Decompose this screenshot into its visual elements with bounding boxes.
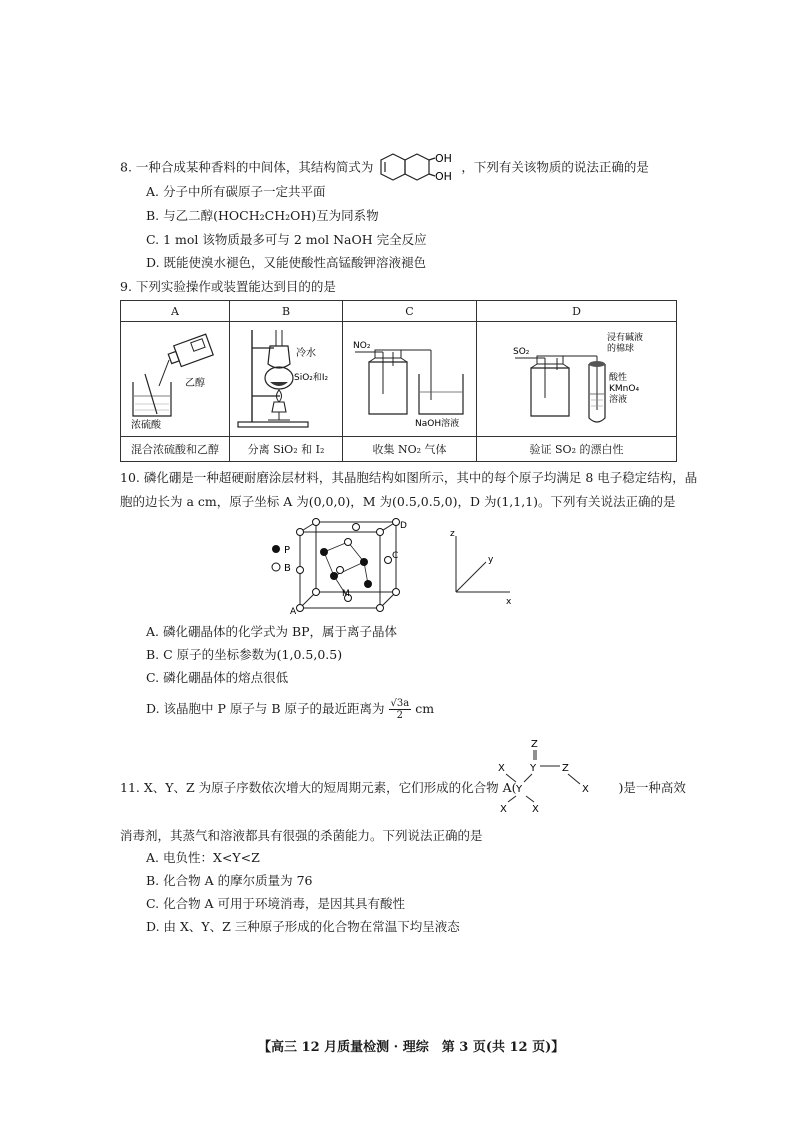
q10-fraction-numerator: √3a bbox=[390, 698, 410, 709]
q9-header-b: B bbox=[230, 301, 343, 322]
q11-atom-z-right: Z bbox=[562, 763, 569, 774]
q9-header-c: C bbox=[343, 301, 477, 322]
q11-atom-z-top: Z bbox=[531, 739, 538, 750]
q11-atom-y-top: Y bbox=[530, 763, 537, 774]
q8-oh-2: OH bbox=[435, 170, 453, 183]
q10-option-d-text: D. 该晶胞中 P 原子与 B 原子的最近距离为 bbox=[146, 701, 385, 716]
q11-option-b: B. 化合物 A 的摩尔质量为 76 bbox=[146, 873, 313, 888]
q11-stem-line2: 消毒剂，其蒸气和溶液都具有很强的杀菌能力。下列说法正确的是 bbox=[120, 828, 483, 843]
q9-c-label-naoh: NaOH溶液 bbox=[414, 418, 459, 429]
q11-stem-text: 11. X、Y、Z 为原子序数依次增大的短周期元素，它们形成的化合物 A( bbox=[120, 780, 517, 795]
q10-fraction-denominator: 2 bbox=[396, 710, 404, 721]
q9-a-label-ethanol: 乙醇 bbox=[185, 377, 205, 389]
q8-structure bbox=[379, 150, 455, 186]
q8-stem-tail: ，下列有关该物质的说法正确的是 bbox=[461, 159, 649, 175]
q10-stem-line2: 胞的边长为 a cm，原子坐标 A 为(0,0,0)，M 为(0.5,0.5,0)，D 为(1,1,1)。下列有关说法正确的是 bbox=[120, 494, 676, 509]
q10-axis-x: x bbox=[506, 597, 512, 607]
q9-caption-c: 收集 NO₂ 气体 bbox=[343, 437, 477, 462]
q8-option-b: B. 与乙二醇(HOCH₂CH₂OH)互为同系物 bbox=[146, 208, 379, 223]
q11-stem-line1 bbox=[120, 778, 686, 796]
q11-option-c: C. 化合物 A 可用于环境消毒，是因其具有酸性 bbox=[146, 896, 406, 911]
q9-apparatus-c bbox=[343, 322, 477, 437]
q10-option-a: A. 磷化硼晶体的化学式为 BP，属于离子晶体 bbox=[146, 624, 398, 639]
q8-option-a: A. 分子中所有碳原子一定共平面 bbox=[146, 184, 326, 199]
q8-oh-1: OH bbox=[435, 152, 453, 165]
q9-d-label-soaked: 浸有碱液 bbox=[606, 332, 643, 343]
q9-d-label-cotton: 的棉球 bbox=[606, 343, 634, 354]
q11-atom-x-bl: X bbox=[500, 804, 507, 814]
q9-d-label-kmno4: KMnO₄ bbox=[608, 383, 639, 394]
q9-c-label-gas: NO₂ bbox=[352, 340, 370, 351]
q10-option-d bbox=[146, 698, 434, 721]
q11-option-a: A. 电负性：X<Y<Z bbox=[146, 850, 260, 865]
q11-atom-x-left: X bbox=[498, 763, 505, 774]
q11-stem-tail: )是一种高效 bbox=[618, 780, 686, 795]
q9-d-label-gas: SO₂ bbox=[512, 346, 529, 357]
q10-option-c: C. 磷化硼晶体的熔点很低 bbox=[146, 670, 289, 685]
q10-legend-p: P bbox=[284, 545, 291, 556]
q10-point-m: M bbox=[342, 589, 350, 599]
q9-b-label-water: 冷水 bbox=[296, 347, 316, 359]
q9-d-label-acidic: 酸性 bbox=[608, 372, 627, 383]
q11-option-d: D. 由 X、Y、Z 三种原子形成的化合物在常温下均呈液态 bbox=[146, 919, 460, 934]
q10-option-b: B. C 原子的坐标参数为(1,0.5,0.5) bbox=[146, 647, 343, 662]
q9-caption-a: 混合浓硫酸和乙醇 bbox=[121, 437, 230, 462]
q9-b-label-mixture: SiO₂和I₂ bbox=[294, 372, 329, 383]
q11-atom-x-right: X bbox=[582, 784, 589, 795]
q11-atom-x-br: X bbox=[532, 804, 539, 814]
q9-d-label-solution: 溶液 bbox=[608, 394, 627, 405]
q9-a-label-acid: 浓硫酸 bbox=[131, 419, 161, 431]
q9-stem: 9. 下列实验操作或装置能达到目的的是 bbox=[120, 279, 336, 294]
q10-option-d-unit: cm bbox=[415, 701, 435, 716]
q10-axis-z: z bbox=[450, 529, 455, 539]
q9-header-d: D bbox=[477, 301, 677, 322]
q10-crystal-figure bbox=[264, 512, 524, 616]
q10-point-a: A bbox=[290, 607, 297, 616]
q10-point-c: C bbox=[392, 551, 399, 561]
q10-stem-line1: 10. 磷化硼是一种超硬耐磨涂层材料，其晶胞结构如图所示，其中的每个原子均满足 8 电子稳定结构，晶 bbox=[120, 470, 698, 485]
q10-point-d: D bbox=[400, 521, 407, 531]
q9-caption-d: 验证 SO₂ 的漂白性 bbox=[477, 437, 677, 462]
q10-option-d-fraction bbox=[389, 698, 412, 721]
q11-atom-y-bottom: Y bbox=[516, 784, 523, 795]
q9-apparatus-b bbox=[230, 322, 343, 437]
q10-legend-b: B bbox=[284, 563, 291, 574]
q8-stem bbox=[120, 150, 649, 186]
page-footer: 【高三 12 月质量检测 · 理综 第 3 页(共 12 页)】 bbox=[258, 1040, 565, 1055]
q11-structure bbox=[488, 736, 598, 814]
q8-option-c: C. 1 mol 该物质最多可与 2 mol NaOH 完全反应 bbox=[146, 232, 427, 247]
q10-axis-y: y bbox=[488, 555, 494, 565]
q9-experiment-table bbox=[120, 300, 677, 462]
q9-apparatus-a bbox=[121, 322, 230, 437]
q9-caption-b: 分离 SiO₂ 和 I₂ bbox=[230, 437, 343, 462]
q8-stem-text: 8. 一种合成某种香料的中间体，其结构简式为 bbox=[120, 159, 374, 175]
q8-option-d: D. 既能使溴水褪色，又能使酸性高锰酸钾溶液褪色 bbox=[146, 255, 427, 270]
q9-apparatus-d bbox=[477, 322, 677, 437]
q9-header-a: A bbox=[121, 301, 230, 322]
